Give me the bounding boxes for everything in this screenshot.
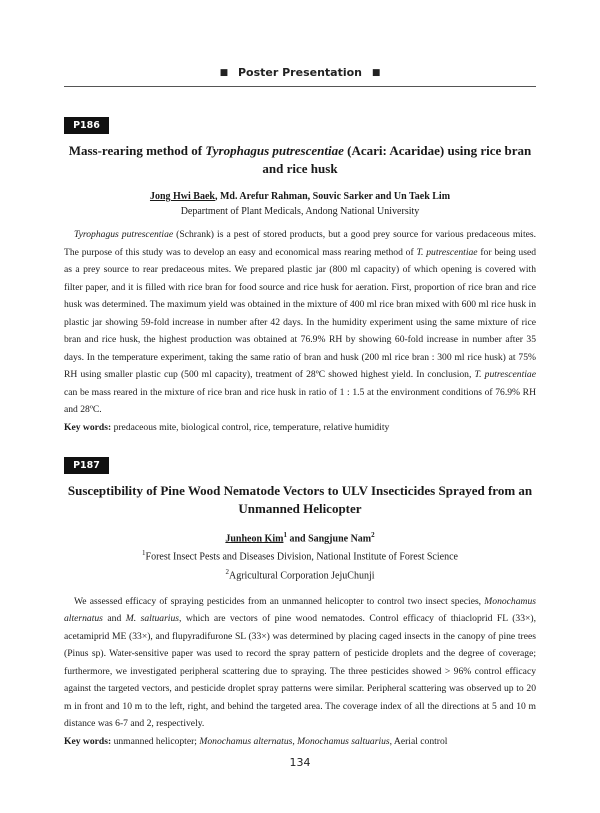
abstract-title: Susceptibility of Pine Wood Nematode Vectors to ULV Insecticides Sprayed from an Unmanned Helicopter <box>67 483 533 516</box>
page-number: 134 <box>289 756 311 769</box>
body-text: can be mass reared in the mixture of rice bran and rice husk in ratio of 1 : 1.5 at the environment conditions of 76.9% RH and 28ºC. <box>64 386 536 415</box>
keyword-species: Monochamus alternatus <box>199 735 293 747</box>
title-text: Mass-rearing method of <box>68 143 206 158</box>
body-text: (Schrank) is a pest of stored products, but a good prey source for various predaceous mites. The purpose of this study was to develop an easy and economical mass rearing method of <box>64 229 536 258</box>
affil-text: Forest Insect Pests and Diseases Division, National Institute of Forest Science <box>145 551 458 563</box>
presenting-author: Junheon Kim <box>225 533 284 545</box>
affil-sup: 1 <box>142 549 146 558</box>
title-species: Tyrophagus putrescentiae <box>205 143 344 158</box>
co-authors: , Md. Arefur Rahman, Souvic Sarker and Un Taek Lim <box>214 191 451 202</box>
keywords-text: predaceous mite, biological control, rice, temperature, relative humidity <box>111 421 390 433</box>
species-name: Monochamus alternatus <box>64 595 536 625</box>
title-text: (Acari: Acaridae) using rice bran and rice husk <box>262 143 532 176</box>
species-name: T. putrescentiae <box>416 246 478 258</box>
keyword-species: Monochamus saltuarius <box>297 735 390 747</box>
keywords-label: Key words: <box>64 735 112 747</box>
abstract-p187 <box>64 455 536 749</box>
header-rule <box>64 86 536 87</box>
body-text: We assessed efficacy of spraying pesticides from an unmanned helicopter to control two insect species, <box>74 595 485 607</box>
abstract-id-tag <box>64 115 536 134</box>
affil-sup: 2 <box>225 567 229 576</box>
author-join: and <box>286 533 309 545</box>
keywords-text: , Aerial control <box>389 735 448 747</box>
abstract-body <box>64 593 536 733</box>
abstract-id: P187 <box>64 457 109 474</box>
abstract-body <box>64 226 536 419</box>
species-name: T. putrescentiae <box>474 369 536 380</box>
keywords <box>64 421 536 435</box>
affiliation: Department of Plant Medicals, Andong National University <box>180 206 420 217</box>
affiliation-2 <box>64 565 536 583</box>
body-text: , which are vectors of pine wood nematodes. Control efficacy of thiacloprid FL (33×), acetamiprid ME (33×), and flupyradifurone SL (33×) was determined by placing caged insects in the canopy of pine trees (Pinus sp). Water-sensitive paper was used to record the spray pattern of pesticide droplets and the degree of coverage; furthermore, we investigated peripheral scattering due to spraying. The three pesticides showed > 96% control efficacy against the targeted vectors, and pesticide droplet spray patterns were similar. Peripheral scattering was observed up to 20 m in front and 10 m to the left, right, and behind the targeted area. The coverage index of all the directions at 5 and 10 m distance was 6-7 and 2, respectively. <box>64 613 536 730</box>
abstract-p186 <box>64 115 536 435</box>
author-list <box>64 531 536 544</box>
abstract-id: P186 <box>64 117 109 134</box>
header-marker-right: ■ <box>371 68 381 78</box>
abstract-id-tag <box>64 455 536 474</box>
author-list <box>64 191 536 202</box>
keywords-text: , <box>292 735 298 747</box>
keywords-text: unmanned helicopter; <box>111 735 200 747</box>
author-affil-sup: 2 <box>371 531 375 539</box>
author-affil-sup: 1 <box>283 531 287 539</box>
species-name: M. saltuarius <box>125 613 180 625</box>
header-text: Poster Presentation <box>237 66 363 79</box>
body-text: for being used as a prey source to rear predaceous mites. We prepared plastic jar (800 ml capacity) of which opening is covered with filter paper, and it is filled with rice bran for food source and rice husk for aeration. First, proportion of rice bran and rice husk was determined. The maximum yield was obtained in the mixture of 400 ml rice bran mixed with 600 ml rice husk in plastic jar showing 59-fold increase in number after 42 days. In the humidity experiment using the same mixture of rice bran and rice husk, the highest production was obtained at 76.9% RH by showing 60-fold increase in number after 35 days. In the temperature experiment, taking the same ratio of bran and husk (200 ml rice bran : 300 ml rice husk) at 75% RH using smaller plastic cup (500 ml capacity), treatment of 28ºC showed highest yield. In conclusion, <box>64 246 536 380</box>
affil-text: Agricultural Corporation JejuChunji <box>228 569 375 581</box>
header-marker-left: ■ <box>219 68 229 78</box>
species-name: Tyrophagus putrescentiae <box>74 229 174 240</box>
keywords-label: Key words: <box>64 421 112 433</box>
affiliation-1 <box>64 546 536 564</box>
presenting-author: Jong Hwi Baek <box>149 191 215 202</box>
second-author: Sangjune Nam <box>308 533 372 545</box>
body-text: and <box>102 613 126 625</box>
abstract-title <box>64 142 536 178</box>
keywords <box>64 735 536 749</box>
running-header <box>0 66 600 79</box>
